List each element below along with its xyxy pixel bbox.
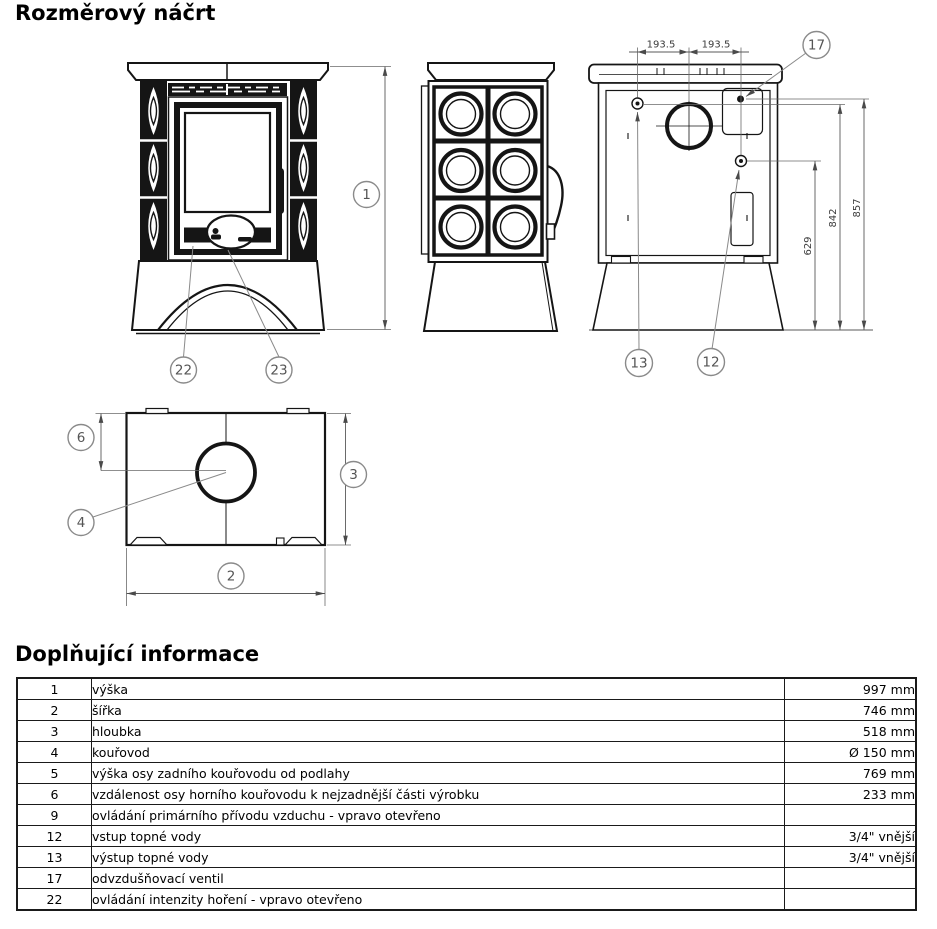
row-description: ovládání primárního přívodu vzduchu - vpravo otevřeno — [92, 805, 785, 826]
row-description: vstup topné vody — [92, 826, 785, 847]
row-value: Ø 150 mm — [785, 742, 917, 763]
row-value — [785, 868, 917, 889]
row-description: šířka — [92, 700, 785, 721]
row-number: 3 — [17, 721, 92, 742]
front-door-glass — [185, 113, 270, 212]
dim-label-857: 857 — [852, 198, 863, 218]
svg-text:23: 23 — [270, 362, 288, 379]
row-value — [785, 805, 917, 826]
svg-text:13: 13 — [630, 355, 648, 372]
callout-3 — [341, 462, 367, 488]
front-tile-column-left — [140, 81, 167, 261]
page-title: Rozměrový náčrt — [15, 1, 216, 25]
row-value: 997 mm — [785, 678, 917, 700]
side-view — [422, 63, 563, 331]
row-number: 6 — [17, 784, 92, 805]
callout-17 — [803, 32, 830, 59]
dim-label-right-offset: 193.5 — [701, 39, 731, 51]
row-description: ovládání intenzity hoření - vpravo otevřeno — [92, 889, 785, 911]
row-value — [785, 889, 917, 911]
table-row — [17, 826, 916, 847]
dim-label-629: 629 — [803, 236, 814, 256]
table-row — [17, 721, 916, 742]
svg-text:3: 3 — [349, 467, 358, 483]
row-number: 17 — [17, 868, 92, 889]
table-row — [17, 700, 916, 721]
row-description: hloubka — [92, 721, 785, 742]
table-row — [17, 868, 916, 889]
callout-13 — [626, 350, 653, 377]
front-door-handle — [277, 168, 284, 214]
svg-text:6: 6 — [76, 430, 86, 446]
table-row — [17, 678, 916, 700]
callout-6 — [68, 425, 94, 451]
rear-base — [593, 263, 783, 330]
rear-air-valve — [737, 96, 744, 103]
front-base — [132, 261, 324, 330]
svg-text:2: 2 — [226, 568, 236, 585]
svg-text:17: 17 — [807, 37, 826, 54]
row-number: 9 — [17, 805, 92, 826]
row-number: 13 — [17, 847, 92, 868]
row-value: 769 mm — [785, 763, 917, 784]
row-value: 3/4" vnější — [785, 847, 917, 868]
row-number: 12 — [17, 826, 92, 847]
row-value: 233 mm — [785, 784, 917, 805]
row-number: 2 — [17, 700, 92, 721]
rear-view — [589, 32, 873, 377]
svg-text:1: 1 — [362, 187, 371, 203]
row-description: odvzdušňovací ventil — [92, 868, 785, 889]
callout-4 — [68, 510, 94, 536]
front-view — [128, 63, 391, 383]
callout-12 — [698, 349, 725, 376]
row-description: kouřovod — [92, 742, 785, 763]
row-description: výška osy zadního kouřovodu od podlahy — [92, 763, 785, 784]
additional-info-table — [16, 677, 917, 911]
row-description: vzdálenost osy horního kouřovodu k nejzadnější části výrobku — [92, 784, 785, 805]
plan-view — [68, 409, 367, 607]
svg-text:12: 12 — [702, 354, 720, 371]
svg-text:22: 22 — [174, 362, 193, 379]
table-row — [17, 889, 916, 911]
row-description: výška — [92, 678, 785, 700]
table-row — [17, 784, 916, 805]
callout-23 — [266, 357, 292, 383]
section-title-info: Doplňující informace — [15, 642, 260, 666]
table-row — [17, 763, 916, 784]
side-base — [424, 262, 557, 331]
front-tile-column-right — [290, 81, 317, 261]
callout-2 — [218, 563, 244, 589]
dim-label-842: 842 — [828, 208, 839, 228]
dim-label-left-offset: 193.5 — [646, 39, 676, 51]
row-value: 518 mm — [785, 721, 917, 742]
row-value: 3/4" vnější — [785, 826, 917, 847]
row-number: 5 — [17, 763, 92, 784]
row-number: 22 — [17, 889, 92, 911]
callout-1 — [354, 182, 380, 208]
table-row — [17, 742, 916, 763]
row-description: výstup topné vody — [92, 847, 785, 868]
row-number: 1 — [17, 678, 92, 700]
svg-text:4: 4 — [76, 515, 86, 531]
table-row — [17, 805, 916, 826]
table-row — [17, 847, 916, 868]
callout-22 — [171, 357, 197, 383]
row-number: 4 — [17, 742, 92, 763]
row-value: 746 mm — [785, 700, 917, 721]
